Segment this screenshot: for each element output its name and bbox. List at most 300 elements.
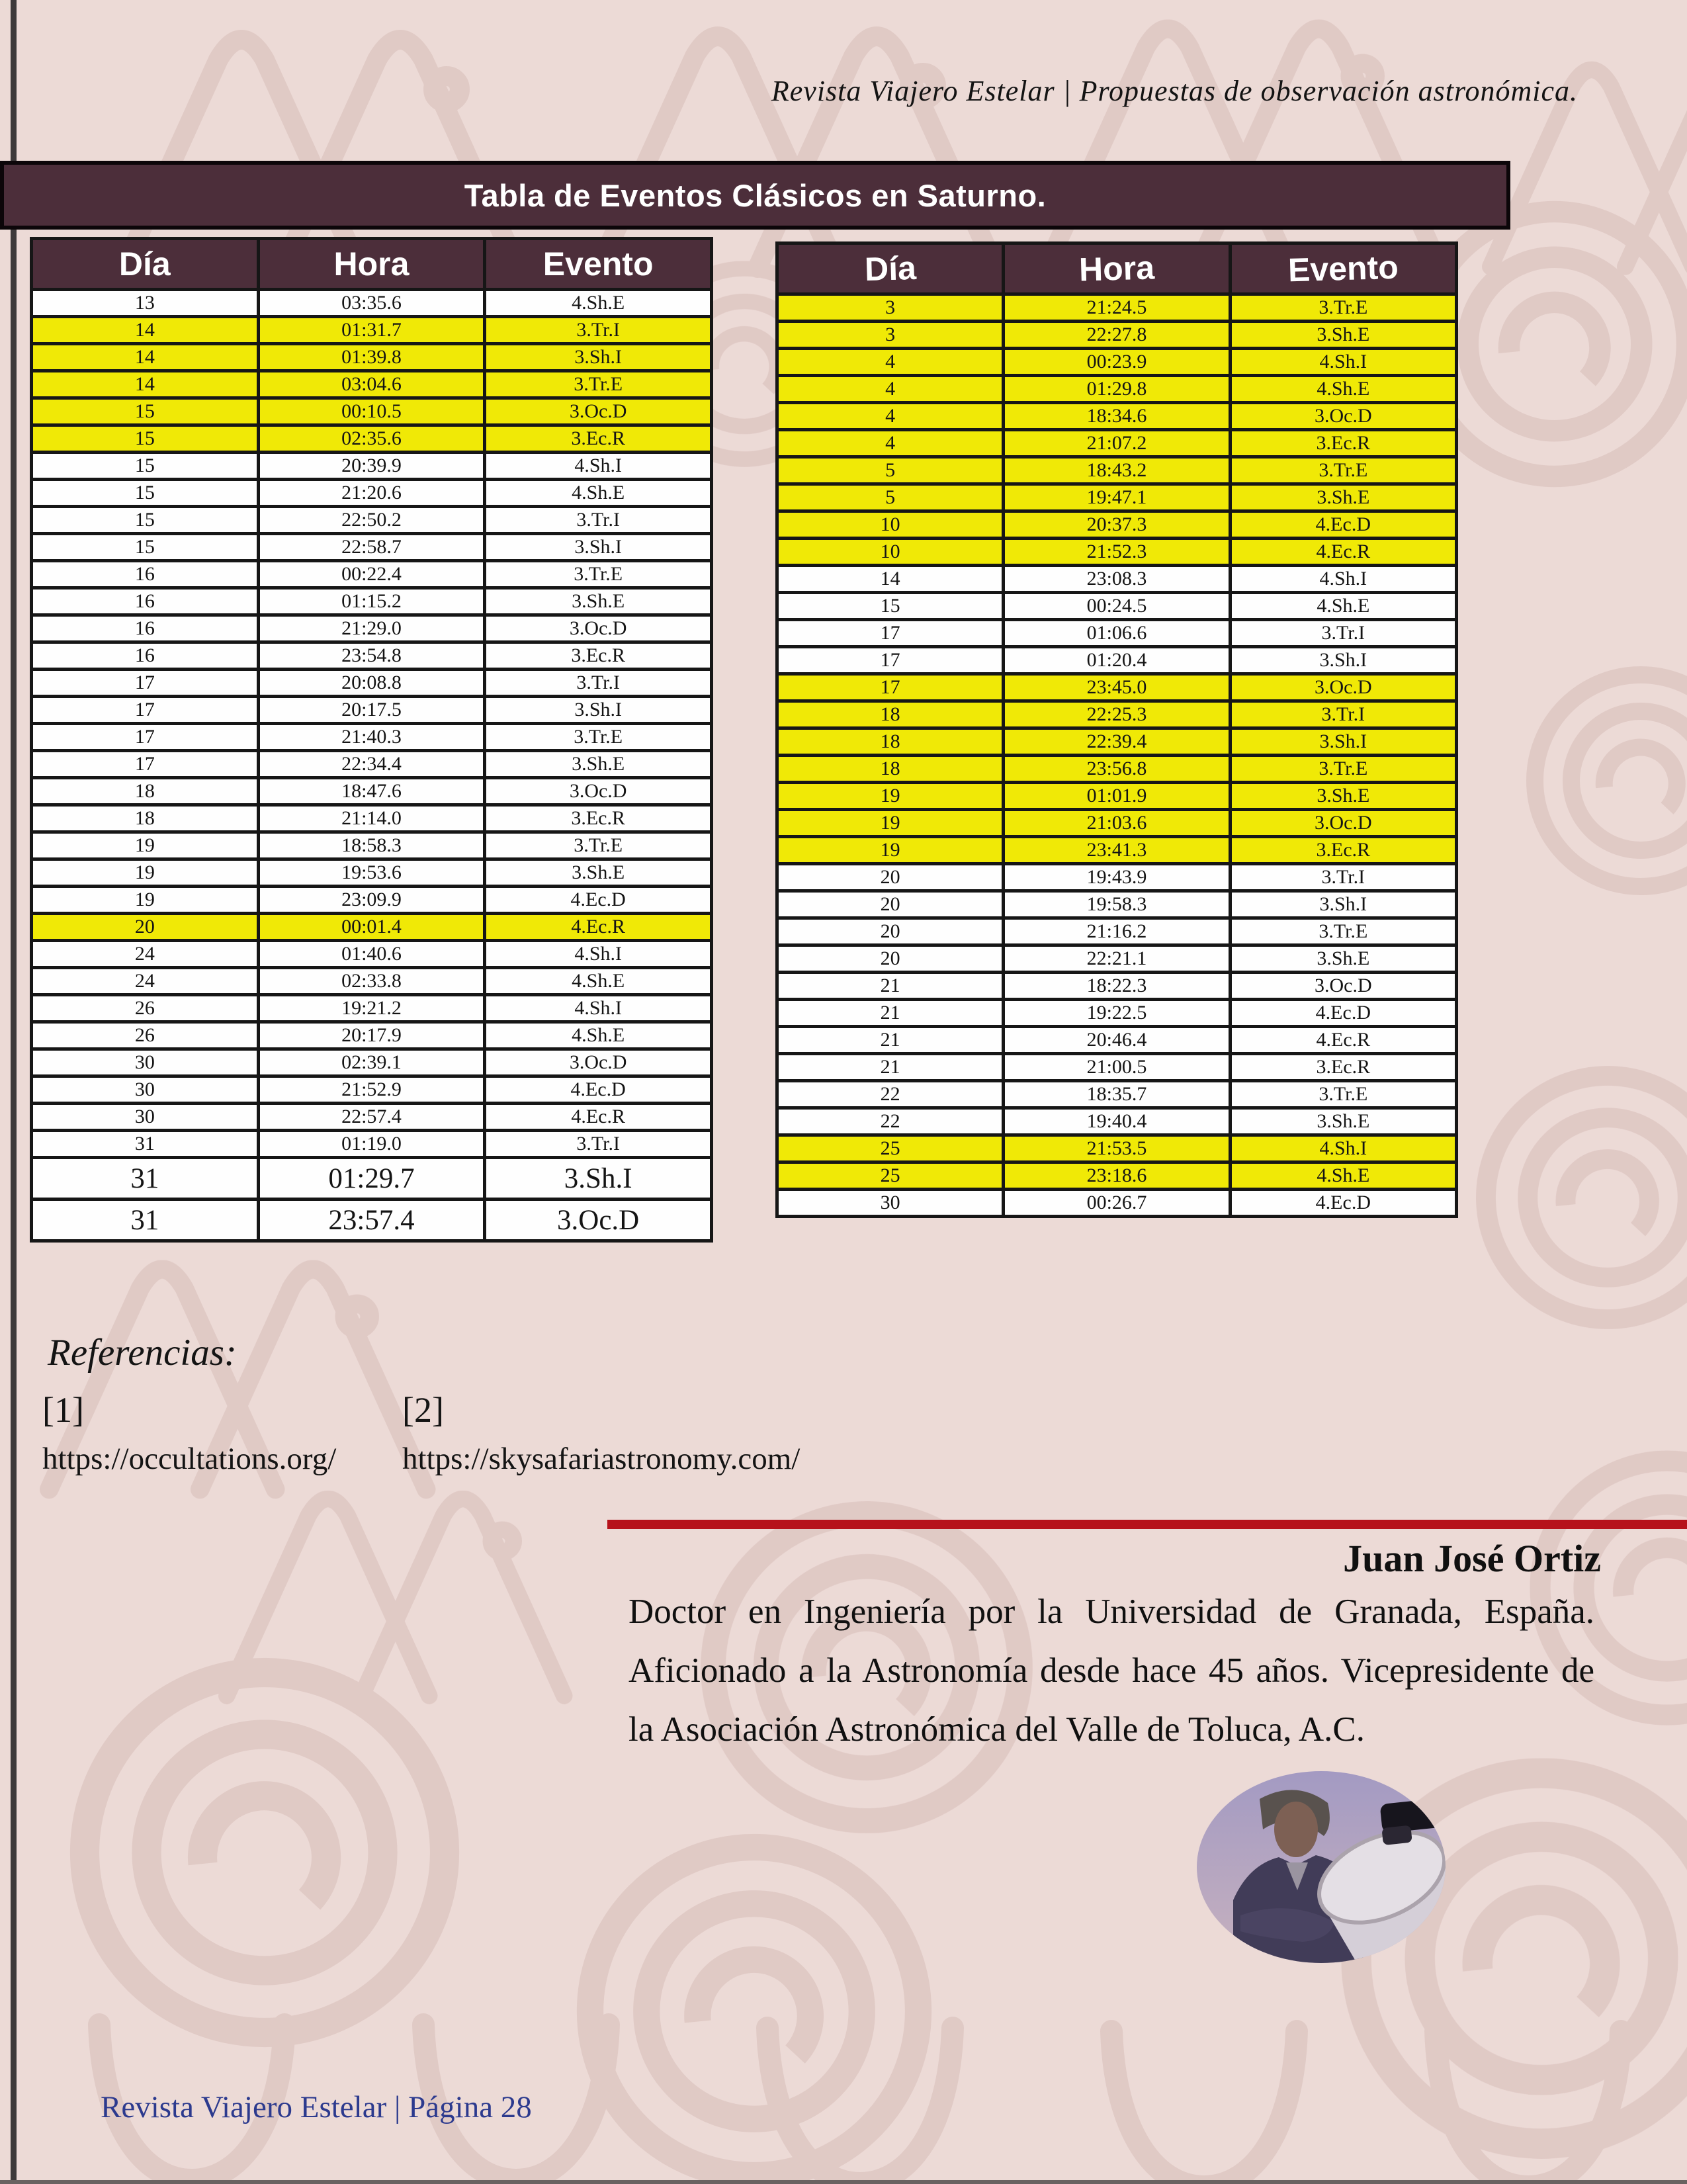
event-cell: 17 [777, 647, 1004, 674]
column-header [1004, 243, 1230, 294]
event-cell: 15 [32, 425, 259, 453]
event-cell: 3.Ec.R [485, 425, 712, 453]
event-cell: 18:43.2 [1004, 457, 1230, 484]
event-cell: 4.Ec.R [485, 914, 712, 941]
event-cell: 21:40.3 [258, 724, 485, 751]
event-cell: 3.Sh.I [485, 344, 712, 371]
event-cell: 23:57.4 [258, 1200, 485, 1241]
event-cell: 3.Sh.E [1230, 783, 1456, 810]
event-cell: 25 [777, 1162, 1004, 1190]
event-row [32, 1200, 712, 1241]
event-cell: 14 [777, 566, 1004, 593]
event-cell: 4.Sh.I [1230, 1135, 1456, 1162]
event-cell: 16 [32, 588, 259, 615]
column-header-label: Día [863, 249, 917, 288]
event-row [32, 995, 712, 1022]
page-footer: Revista Viajero Estelar | Página 28 [101, 2090, 532, 2124]
event-cell: 10 [777, 539, 1004, 566]
event-row [777, 1162, 1457, 1190]
event-cell: 4.Ec.R [1230, 1027, 1456, 1054]
event-row [32, 453, 712, 480]
event-cell: 3.Oc.D [485, 615, 712, 642]
event-cell: 3.Sh.I [485, 697, 712, 724]
event-cell: 3.Tr.E [1230, 294, 1456, 322]
event-cell: 18:35.7 [1004, 1081, 1230, 1108]
event-cell: 31 [32, 1131, 259, 1158]
event-cell: 20 [777, 891, 1004, 918]
event-cell: 3 [777, 322, 1004, 349]
event-row [777, 484, 1457, 511]
event-cell: 22:58.7 [258, 534, 485, 561]
event-row [32, 832, 712, 859]
event-cell: 26 [32, 1022, 259, 1049]
event-cell: 01:29.8 [1004, 376, 1230, 403]
event-cell: 02:35.6 [258, 425, 485, 453]
event-cell: 14 [32, 344, 259, 371]
event-cell: 22 [777, 1108, 1004, 1135]
event-cell: 18 [32, 778, 259, 805]
event-cell: 4 [777, 403, 1004, 430]
event-cell: 4 [777, 430, 1004, 457]
event-cell: 01:06.6 [1004, 620, 1230, 647]
references-heading: Referencias: [48, 1332, 237, 1374]
event-cell: 00:10.5 [258, 398, 485, 425]
event-row [777, 701, 1457, 728]
events-table-left [30, 237, 713, 1243]
event-row [32, 425, 712, 453]
event-cell: 20 [32, 914, 259, 941]
event-cell: 3.Tr.E [1230, 918, 1456, 945]
reference-url[interactable]: https://occultations.org/ [42, 1442, 337, 1476]
page-header-text: Revista Viajero Estelar | Propuestas de observación astronómica. [771, 75, 1578, 107]
event-row [32, 507, 712, 534]
event-cell: 19:47.1 [1004, 484, 1230, 511]
event-cell: 31 [32, 1200, 259, 1241]
event-cell: 4.Sh.E [485, 968, 712, 995]
event-row [777, 620, 1457, 647]
event-cell: 3.Tr.E [485, 561, 712, 588]
event-cell: 3.Tr.E [485, 371, 712, 398]
event-cell: 3.Tr.E [1230, 457, 1456, 484]
event-row [32, 317, 712, 344]
event-cell: 18 [777, 728, 1004, 756]
event-cell: 17 [32, 724, 259, 751]
event-cell: 21 [777, 1000, 1004, 1027]
event-cell: 4.Sh.I [1230, 349, 1456, 376]
event-cell: 20 [777, 918, 1004, 945]
event-cell: 4.Ec.D [1230, 1000, 1456, 1027]
event-cell: 15 [32, 398, 259, 425]
event-row [32, 670, 712, 697]
event-cell: 19 [777, 837, 1004, 864]
column-header [1230, 243, 1456, 294]
event-cell: 15 [32, 534, 259, 561]
event-row [777, 593, 1457, 620]
event-cell: 3.Tr.E [485, 724, 712, 751]
event-row [777, 891, 1457, 918]
event-cell: 01:15.2 [258, 588, 485, 615]
event-cell: 3.Tr.E [485, 832, 712, 859]
event-cell: 22:34.4 [258, 751, 485, 778]
event-cell: 30 [32, 1076, 259, 1104]
event-cell: 22:39.4 [1004, 728, 1230, 756]
event-cell: 3.Oc.D [1230, 403, 1456, 430]
event-cell: 23:45.0 [1004, 674, 1230, 701]
event-cell: 4.Sh.E [1230, 593, 1456, 620]
event-cell: 20:17.9 [258, 1022, 485, 1049]
event-cell: 24 [32, 941, 259, 968]
event-row [777, 783, 1457, 810]
event-row [32, 615, 712, 642]
event-row [32, 724, 712, 751]
event-row [777, 1135, 1457, 1162]
event-cell: 03:04.6 [258, 371, 485, 398]
event-cell: 19:53.6 [258, 859, 485, 887]
event-cell: 3.Sh.E [485, 859, 712, 887]
event-cell: 20 [777, 864, 1004, 891]
event-cell: 02:33.8 [258, 968, 485, 995]
event-cell: 18 [777, 756, 1004, 783]
event-cell: 18 [32, 805, 259, 832]
event-cell: 4.Ec.R [1230, 539, 1456, 566]
event-cell: 13 [32, 290, 259, 317]
event-cell: 4 [777, 376, 1004, 403]
event-row [32, 914, 712, 941]
event-row [32, 778, 712, 805]
event-row [777, 539, 1457, 566]
event-cell: 3.Tr.I [485, 670, 712, 697]
event-row [777, 1054, 1457, 1081]
event-row [32, 751, 712, 778]
event-cell: 21 [777, 1027, 1004, 1054]
event-cell: 19:58.3 [1004, 891, 1230, 918]
event-cell: 18:34.6 [1004, 403, 1230, 430]
event-cell: 21:07.2 [1004, 430, 1230, 457]
event-cell: 21:14.0 [258, 805, 485, 832]
event-cell: 01:19.0 [258, 1131, 485, 1158]
event-cell: 21:00.5 [1004, 1054, 1230, 1081]
author-divider-line [607, 1520, 1687, 1529]
event-cell: 3.Sh.E [1230, 945, 1456, 973]
event-cell: 30 [32, 1104, 259, 1131]
event-cell: 17 [777, 674, 1004, 701]
event-cell: 21:24.5 [1004, 294, 1230, 322]
event-cell: 19:21.2 [258, 995, 485, 1022]
event-row [777, 376, 1457, 403]
event-row [32, 941, 712, 968]
event-cell: 4.Ec.R [485, 1104, 712, 1131]
event-cell: 3.Sh.E [485, 751, 712, 778]
event-cell: 00:24.5 [1004, 593, 1230, 620]
event-row [32, 887, 712, 914]
column-header-label: Evento [1287, 248, 1399, 289]
event-cell: 3.Ec.R [1230, 837, 1456, 864]
table-header-row [32, 239, 712, 290]
event-cell: 20:39.9 [258, 453, 485, 480]
column-header [777, 243, 1004, 294]
event-cell: 16 [32, 561, 259, 588]
event-cell: 31 [32, 1158, 259, 1200]
event-cell: 21:29.0 [258, 615, 485, 642]
event-row [32, 1022, 712, 1049]
event-cell: 23:41.3 [1004, 837, 1230, 864]
event-cell: 3 [777, 294, 1004, 322]
event-cell: 17 [32, 670, 259, 697]
event-cell: 23:09.9 [258, 887, 485, 914]
section-title: Tabla de Eventos Clásicos en Saturno. [464, 177, 1047, 213]
event-cell: 26 [32, 995, 259, 1022]
event-row [777, 349, 1457, 376]
event-row [777, 1108, 1457, 1135]
event-cell: 00:23.9 [1004, 349, 1230, 376]
event-row [32, 642, 712, 670]
event-cell: 4.Sh.E [485, 290, 712, 317]
event-cell: 16 [32, 615, 259, 642]
event-row [777, 1000, 1457, 1027]
reference-label: [2] [402, 1390, 444, 1430]
column-header [485, 239, 712, 290]
event-row [32, 561, 712, 588]
event-row [777, 294, 1457, 322]
event-cell: 3.Tr.I [1230, 864, 1456, 891]
event-row [32, 480, 712, 507]
event-cell: 18:47.6 [258, 778, 485, 805]
event-cell: 01:31.7 [258, 317, 485, 344]
event-cell: 4.Sh.E [1230, 1162, 1456, 1190]
event-cell: 4.Sh.I [485, 995, 712, 1022]
event-cell: 19:22.5 [1004, 1000, 1230, 1027]
author-name: Juan José Ortiz [1343, 1537, 1601, 1580]
event-cell: 20:37.3 [1004, 511, 1230, 539]
column-header-label: Hora [1078, 249, 1155, 288]
event-cell: 15 [32, 507, 259, 534]
reference-item-1 [42, 1389, 336, 1477]
event-cell: 3.Sh.E [1230, 484, 1456, 511]
event-row [777, 430, 1457, 457]
event-cell: 02:39.1 [258, 1049, 485, 1076]
event-row [777, 1027, 1457, 1054]
column-header-label: Día [118, 245, 171, 283]
column-header [32, 239, 259, 290]
event-cell: 4.Ec.D [1230, 1190, 1456, 1217]
event-cell: 21:52.3 [1004, 539, 1230, 566]
event-cell: 19 [32, 859, 259, 887]
event-row [32, 968, 712, 995]
event-cell: 3.Tr.E [1230, 756, 1456, 783]
event-cell: 3.Sh.I [485, 534, 712, 561]
event-cell: 17 [777, 620, 1004, 647]
event-row [32, 697, 712, 724]
event-row [32, 588, 712, 615]
event-cell: 3.Ec.R [485, 805, 712, 832]
event-cell: 21:20.6 [258, 480, 485, 507]
event-cell: 3.Ec.R [485, 642, 712, 670]
event-cell: 3.Ec.R [1230, 430, 1456, 457]
event-cell: 19:40.4 [1004, 1108, 1230, 1135]
event-row [32, 1049, 712, 1076]
event-row [32, 398, 712, 425]
event-cell: 3.Oc.D [485, 778, 712, 805]
event-cell: 3.Oc.D [485, 1049, 712, 1076]
event-cell: 22 [777, 1081, 1004, 1108]
event-cell: 4.Ec.D [485, 1076, 712, 1104]
event-cell: 20:46.4 [1004, 1027, 1230, 1054]
event-cell: 21:16.2 [1004, 918, 1230, 945]
reference-url[interactable]: https://skysafariastronomy.com/ [402, 1442, 800, 1476]
event-cell: 3.Oc.D [1230, 973, 1456, 1000]
event-row [777, 403, 1457, 430]
event-cell: 15 [777, 593, 1004, 620]
event-cell: 19:43.9 [1004, 864, 1230, 891]
event-cell: 3.Oc.D [1230, 810, 1456, 837]
left-border-line [11, 0, 17, 2184]
event-cell: 4.Sh.E [485, 480, 712, 507]
event-cell: 3.Sh.I [1230, 647, 1456, 674]
event-row [32, 1104, 712, 1131]
event-cell: 4.Sh.E [1230, 376, 1456, 403]
event-cell: 00:26.7 [1004, 1190, 1230, 1217]
event-row [777, 457, 1457, 484]
photo-person-face [1274, 1802, 1318, 1857]
event-row [32, 1158, 712, 1200]
event-cell: 14 [32, 317, 259, 344]
column-header-label: Evento [542, 245, 654, 283]
event-row [777, 918, 1457, 945]
event-cell: 20 [777, 945, 1004, 973]
event-cell: 22:27.8 [1004, 322, 1230, 349]
event-cell: 21:53.5 [1004, 1135, 1230, 1162]
event-row [777, 973, 1457, 1000]
event-cell: 03:35.6 [258, 290, 485, 317]
event-cell: 4 [777, 349, 1004, 376]
event-cell: 21:52.9 [258, 1076, 485, 1104]
event-cell: 3.Sh.I [1230, 891, 1456, 918]
event-cell: 3.Oc.D [485, 1200, 712, 1241]
event-cell: 15 [32, 453, 259, 480]
event-cell: 19 [32, 832, 259, 859]
event-cell: 01:29.7 [258, 1158, 485, 1200]
event-cell: 3.Tr.I [485, 317, 712, 344]
event-cell: 22:50.2 [258, 507, 485, 534]
event-cell: 30 [777, 1190, 1004, 1217]
event-cell: 24 [32, 968, 259, 995]
event-cell: 4.Ec.D [485, 887, 712, 914]
event-cell: 01:39.8 [258, 344, 485, 371]
event-cell: 23:08.3 [1004, 566, 1230, 593]
event-cell: 18:58.3 [258, 832, 485, 859]
event-cell: 01:20.4 [1004, 647, 1230, 674]
event-cell: 23:56.8 [1004, 756, 1230, 783]
event-row [32, 371, 712, 398]
reference-label: [1] [42, 1390, 84, 1430]
event-cell: 01:01.9 [1004, 783, 1230, 810]
event-cell: 5 [777, 457, 1004, 484]
event-row [777, 864, 1457, 891]
event-row [32, 290, 712, 317]
event-cell: 3.Sh.E [1230, 322, 1456, 349]
event-cell: 19 [777, 810, 1004, 837]
event-cell: 16 [32, 642, 259, 670]
event-cell: 3.Tr.E [1230, 1081, 1456, 1108]
event-cell: 3.Tr.I [1230, 620, 1456, 647]
event-cell: 10 [777, 511, 1004, 539]
event-row [777, 566, 1457, 593]
event-cell: 4.Sh.E [485, 1022, 712, 1049]
event-cell: 3.Sh.E [1230, 1108, 1456, 1135]
event-row [32, 344, 712, 371]
event-row [777, 322, 1457, 349]
event-cell: 20:08.8 [258, 670, 485, 697]
event-cell: 5 [777, 484, 1004, 511]
event-cell: 18 [777, 701, 1004, 728]
author-bio: Doctor en Ingeniería por la Universidad de Granada, España. Aficionado a la Astronomía desde hace 45 años. Vicepresidente de la Asociación Astronómica del Valle de Toluca, A.C. [628, 1593, 1594, 1749]
event-cell: 3.Tr.I [485, 507, 712, 534]
event-row [777, 756, 1457, 783]
event-row [32, 859, 712, 887]
event-cell: 25 [777, 1135, 1004, 1162]
column-header-label: Hora [333, 245, 410, 283]
event-cell: 19 [777, 783, 1004, 810]
event-cell: 23:54.8 [258, 642, 485, 670]
event-cell: 3.Sh.I [1230, 728, 1456, 756]
event-cell: 3.Sh.I [485, 1158, 712, 1200]
event-cell: 00:22.4 [258, 561, 485, 588]
event-cell: 4.Ec.D [1230, 511, 1456, 539]
event-cell: 19 [32, 887, 259, 914]
event-row [777, 1190, 1457, 1217]
event-cell: 4.Sh.I [1230, 566, 1456, 593]
event-row [32, 1131, 712, 1158]
event-cell: 17 [32, 751, 259, 778]
event-row [32, 534, 712, 561]
event-row [777, 837, 1457, 864]
events-table-right [775, 241, 1458, 1218]
event-cell: 21 [777, 973, 1004, 1000]
event-cell: 18:22.3 [1004, 973, 1230, 1000]
event-cell: 22:57.4 [258, 1104, 485, 1131]
event-cell: 22:21.1 [1004, 945, 1230, 973]
event-cell: 30 [32, 1049, 259, 1076]
event-cell: 3.Oc.D [485, 398, 712, 425]
event-row [777, 674, 1457, 701]
event-cell: 00:01.4 [258, 914, 485, 941]
event-cell: 21 [777, 1054, 1004, 1081]
column-header [258, 239, 485, 290]
event-cell: 14 [32, 371, 259, 398]
event-cell: 3.Tr.I [1230, 701, 1456, 728]
event-cell: 3.Oc.D [1230, 674, 1456, 701]
author-photo [1197, 1771, 1446, 1963]
event-row [777, 810, 1457, 837]
event-cell: 15 [32, 480, 259, 507]
section-title-bar [0, 161, 1510, 230]
event-row [777, 728, 1457, 756]
table-header-row [777, 243, 1457, 294]
event-row [777, 1081, 1457, 1108]
event-cell: 01:40.6 [258, 941, 485, 968]
event-cell: 17 [32, 697, 259, 724]
event-cell: 3.Sh.E [485, 588, 712, 615]
event-cell: 3.Tr.I [485, 1131, 712, 1158]
event-row [32, 805, 712, 832]
event-cell: 21:03.6 [1004, 810, 1230, 837]
event-row [777, 945, 1457, 973]
event-row [777, 511, 1457, 539]
reference-item-2 [402, 1389, 800, 1477]
event-cell: 20:17.5 [258, 697, 485, 724]
event-row [32, 1076, 712, 1104]
event-cell: 3.Ec.R [1230, 1054, 1456, 1081]
